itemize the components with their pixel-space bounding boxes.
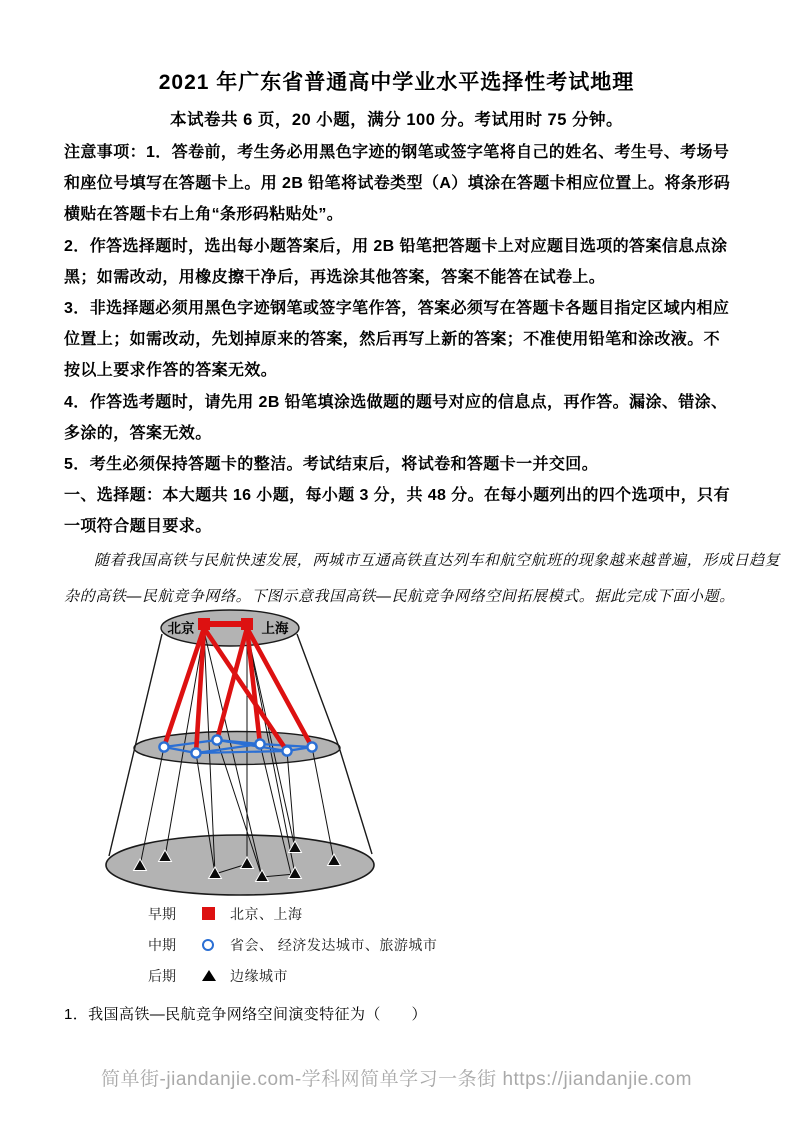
- legend-row-late: [70, 960, 490, 991]
- notice-line: 多涂的，答案无效。: [64, 424, 212, 442]
- legend-label: 后期: [148, 967, 176, 984]
- beijing-node-square: [198, 618, 210, 630]
- notice-line: 位置上；如需改动，先划掉原来的答案，然后再写上新的答案；不准使用铅笔和涂改液。不: [64, 331, 721, 349]
- notice-line: 横贴在答题卡右上角“条形码粘贴处”。: [64, 206, 344, 224]
- question-1: 1．我国高铁—民航竞争网络空间演变特征为（ ）: [64, 1006, 427, 1023]
- watermark-footer: 简单街-jiandanjie.com-学科网简单学习一条街 https://jiandanjie.com: [101, 1069, 692, 1090]
- diagram-legend: [70, 898, 490, 991]
- triangle-icon: [202, 970, 230, 981]
- page-subtitle: 本试卷共 6 页，20 小题，满分 100 分。考试用时 75 分钟。: [169, 111, 623, 129]
- beijing-label: 北京: [167, 621, 195, 636]
- section-heading-choice: 一、选择题：本大题共 16 小题，每小题 3 分，共 48 分。在每小题列出的四个选项中，只有: [64, 487, 730, 505]
- legend-row-mid: [70, 929, 490, 960]
- notice-line: 3．非选择题必须用黑色字迹钢笔或签字笔作答，答案必须写在答题卡各题目指定区域内相应: [64, 300, 730, 318]
- circle-icon: [202, 939, 230, 951]
- page-title: 2021 年广东省普通高中学业水平选择性考试地理: [158, 71, 635, 94]
- section-heading-choice: 一项符合题目要求。: [64, 518, 212, 536]
- square-icon: [202, 907, 230, 920]
- exam-notice: [64, 137, 730, 543]
- network-diagram-svg: [97, 601, 392, 903]
- notice-line: 注意事项：1．答卷前，考生务必用黑色字迹的钢笔或签字笔将自己的姓名、考生号、考场号: [64, 144, 730, 161]
- passage-line: 随着我国高铁与民航快速发展，两城市互通高铁直达列车和航空航班的现象越来越普遍，形成日趋复: [94, 552, 781, 569]
- notice-line: 按以上要求作答的答案无效。: [64, 362, 278, 380]
- notice-line: 4．作答选考题时，请先用 2B 铅笔填涂选做题的题号对应的信息点，再作答。漏涂、错涂、: [64, 393, 728, 411]
- legend-desc: 边缘城市: [230, 967, 288, 984]
- notice-line: 5．考生必须保持答题卡的整洁。考试结束后，将试卷和答题卡一并交回。: [64, 456, 599, 474]
- legend-label: 中期: [148, 936, 176, 953]
- legend-row-early: [70, 898, 490, 929]
- network-diagram: [97, 601, 392, 903]
- passage-line: 杂的高铁—民航竞争网络。下图示意我国高铁—民航竞争网络空间拓展模式。据此完成下面小题。: [64, 588, 735, 605]
- legend-desc: 北京、上海: [230, 905, 303, 922]
- legend-label: 早期: [148, 905, 176, 922]
- notice-line: 和座位号填写在答题卡上。用 2B 铅笔将试卷类型（A）填涂在答题卡相应位置上。将条形码: [64, 175, 731, 193]
- legend-desc: 省会、 经济发达城市、旅游城市: [230, 936, 438, 953]
- shanghai-label: 上海: [261, 621, 289, 636]
- shanghai-node-square: [241, 618, 253, 630]
- notice-line: 黑；如需改动，用橡皮擦干净后，再选涂其他答案，答案不能答在试卷上。: [64, 268, 606, 286]
- notice-line: 2．作答选择题时，选出每小题答案后，用 2B 铅笔把答题卡上对应题目选项的答案信息点涂: [64, 237, 728, 255]
